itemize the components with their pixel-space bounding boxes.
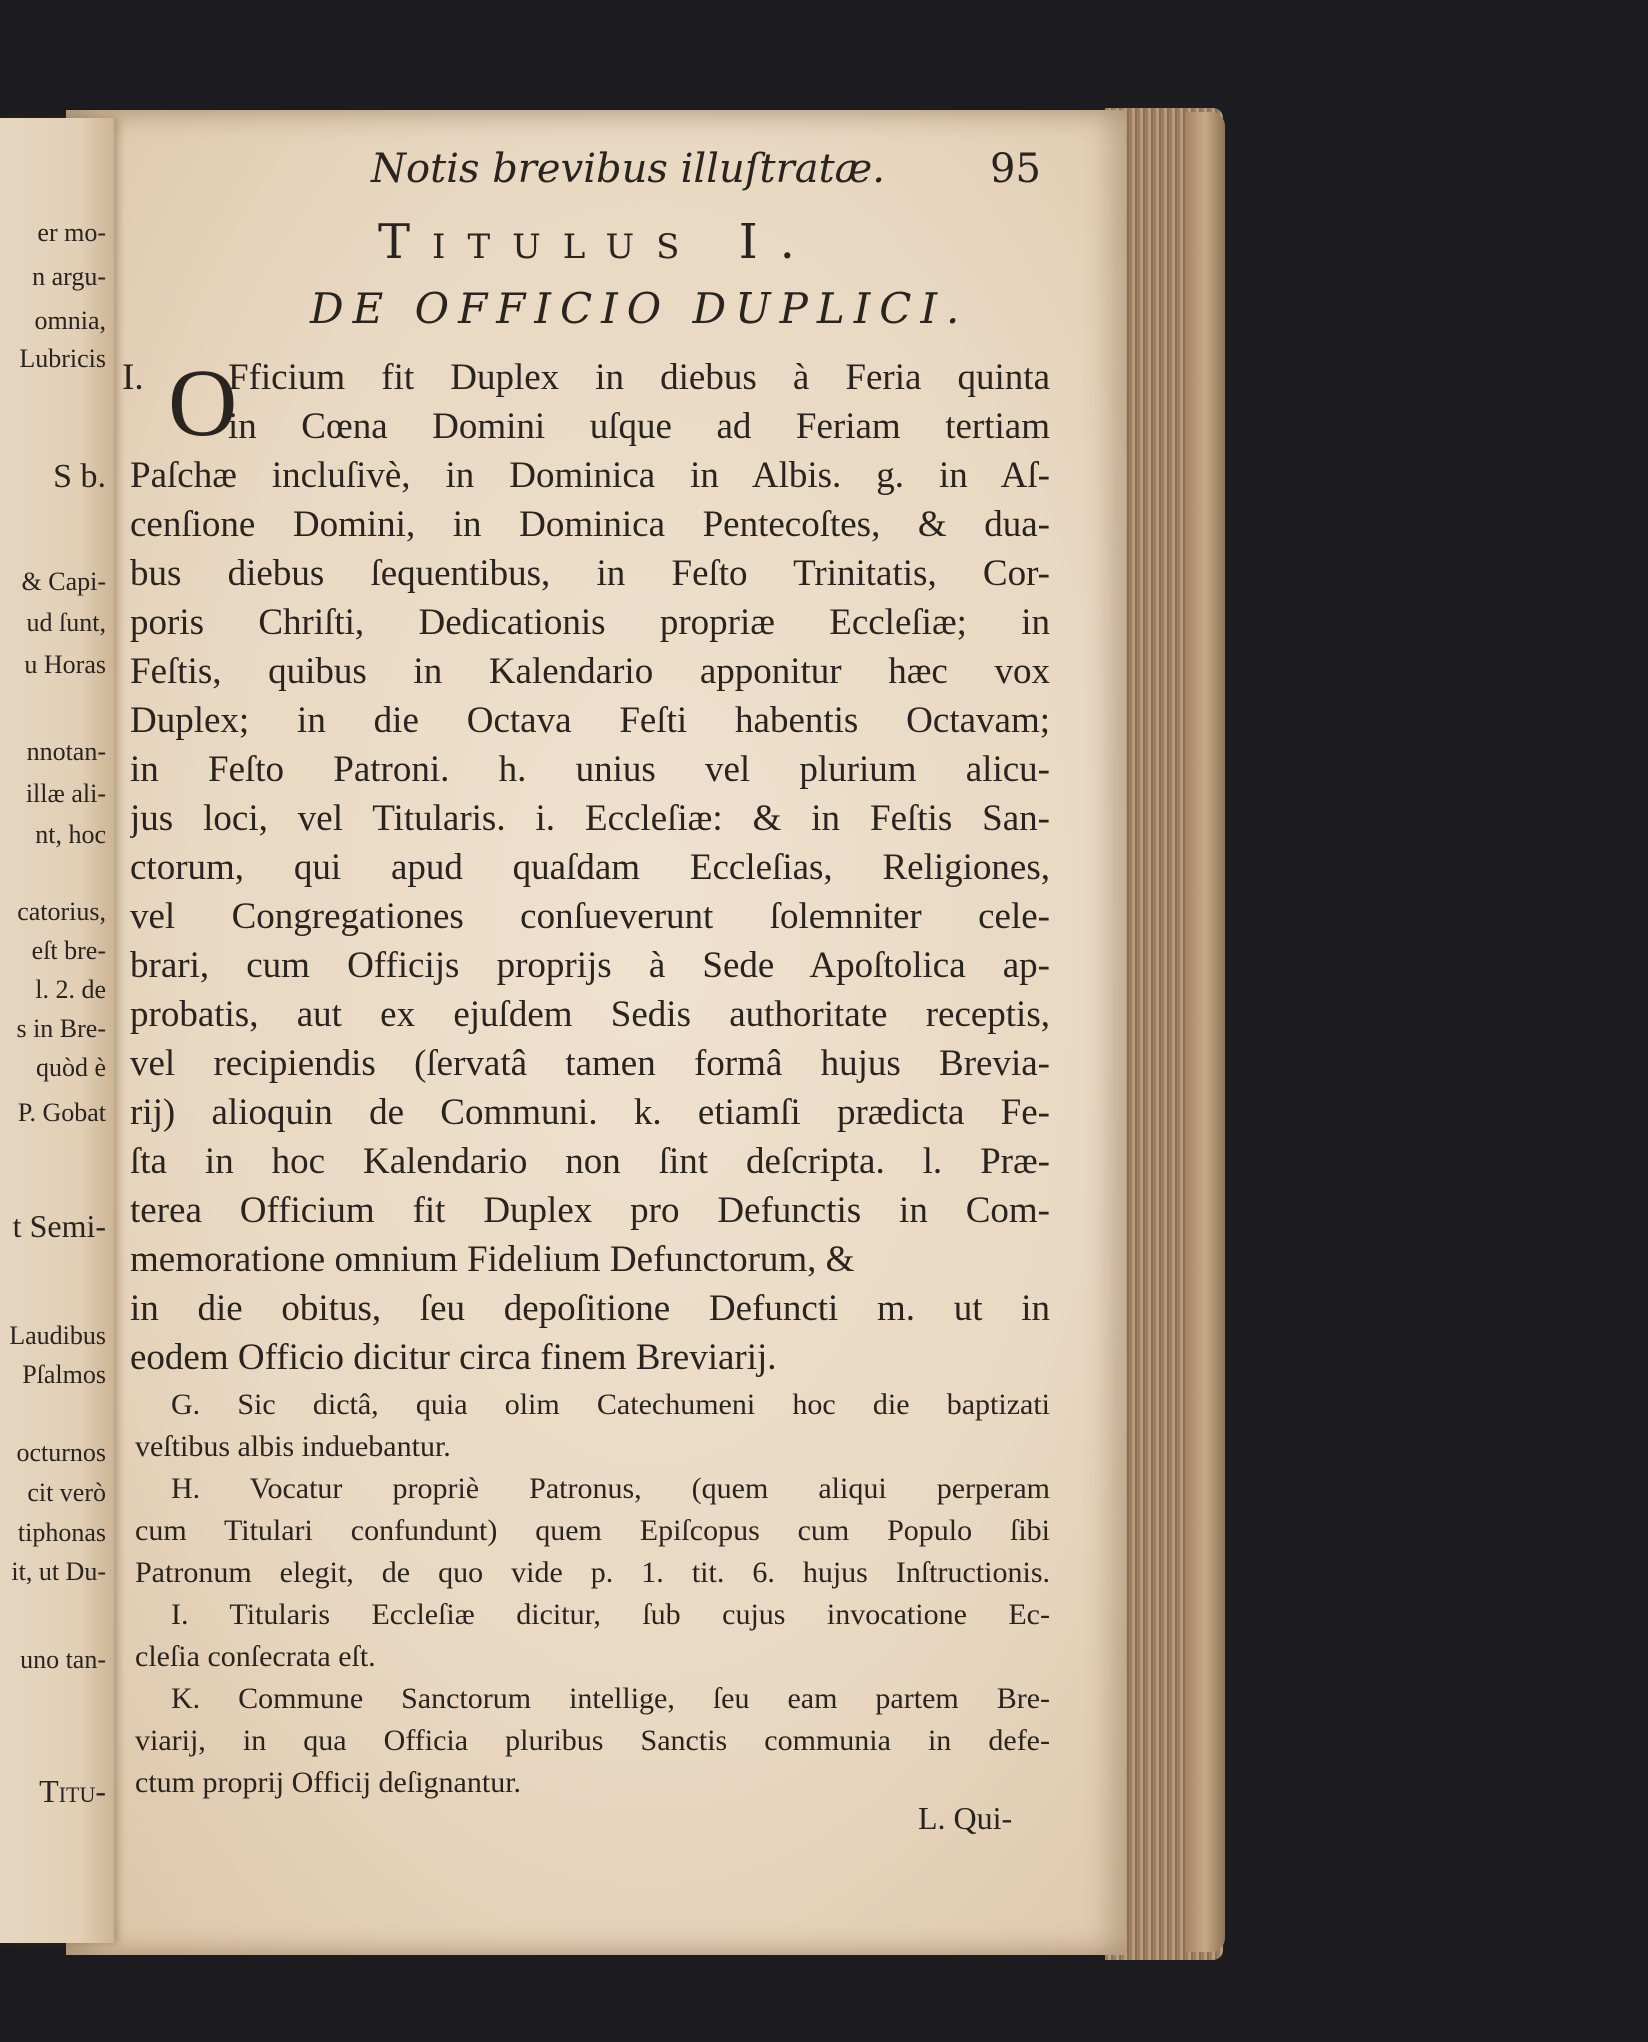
left-line: u Horas: [24, 650, 106, 679]
paragraph-number: I.: [122, 357, 144, 398]
chapter-title: Titulus I.: [378, 214, 817, 270]
left-line: quòd è: [35, 1053, 106, 1082]
left-line: tiphonas: [17, 1518, 106, 1547]
chapter-subtitle: DE OFFICIO DUPLICI.: [310, 284, 969, 333]
text-line: Fficium fit Duplex in diebus à Feria quinta: [228, 357, 1050, 398]
text-line: ctorum, qui apud quaſdam Eccleſias, Religiones,: [130, 847, 1050, 888]
running-title: Notis brevibus illuſtratæ.: [371, 146, 885, 192]
drop-cap: O: [168, 349, 238, 456]
text-line: brari, cum Officijs proprijs à Sede Apoſtolica ap-: [130, 945, 1050, 986]
left-line: ud ſunt,: [26, 608, 106, 637]
note-line: G. Sic dictâ, quia olim Catechumeni hoc die baptizati: [171, 1388, 1050, 1421]
left-line: Lubricis: [19, 344, 106, 373]
note-line: H. Vocatur propriè Patronus, (quem aliqui perperam: [171, 1472, 1050, 1505]
footnotes: [135, 1384, 1050, 1804]
note-line: cum Titulari confundunt) quem Epiſcopus cum Populo ſibi: [135, 1514, 1050, 1547]
text-line: in Feſto Patroni. h. unius vel plurium alicu-: [130, 749, 1050, 790]
text-line: bus diebus ſequentibus, in Feſto Trinitatis, Cor-: [130, 553, 1050, 594]
left-line: octurnos: [16, 1438, 106, 1467]
left-page-edge: [0, 118, 114, 1943]
left-line: l. 2. de: [35, 975, 106, 1004]
note-line: I. Titularis Eccleſiæ dicitur, ſub cujus invocatione Ec-: [171, 1598, 1050, 1631]
text-line: Duplex; in die Octava Feſti habentis Octavam;: [130, 700, 1050, 741]
left-line: nnotan-: [26, 737, 106, 766]
text-line: vel recipiendis (ſervatâ tamen formâ hujus Brevia-: [130, 1043, 1050, 1084]
left-line: n argu-: [32, 262, 106, 291]
book-cover-edge: [1185, 112, 1225, 1952]
main-text: [122, 349, 1050, 1382]
left-line: eſt bre-: [31, 936, 106, 965]
note-line: K. Commune Sanctorum intellige, ſeu eam partem Bre-: [171, 1682, 1050, 1715]
left-line: er mo-: [37, 218, 106, 247]
left-line: uno tan-: [20, 1645, 106, 1674]
text-line: probatis, aut ex ejuſdem Sedis authoritate receptis,: [130, 994, 1050, 1035]
note-line: viarij, in qua Officia pluribus Sanctis communia in defe-: [135, 1724, 1050, 1757]
note-line: ctum proprij Officij deſignantur.: [135, 1766, 522, 1799]
left-line: Titu-: [39, 1773, 106, 1809]
text-line: memoratione omnium Fidelium Defunctorum, &: [130, 1239, 855, 1280]
left-line: it, ut Du-: [11, 1557, 106, 1586]
text-line: ſta in hoc Kalendario non ſint deſcripta. l. Præ-: [130, 1141, 1050, 1182]
text-line: eodem Officio dicitur circa finem Breviarij.: [130, 1337, 777, 1378]
text-line: in die obitus, ſeu depoſitione Defuncti m. ut in: [130, 1288, 1050, 1329]
text-line: cenſione Domini, in Dominica Pentecoſtes, & dua-: [130, 504, 1050, 545]
left-line: P. Gobat: [17, 1098, 106, 1127]
note-line: veſtibus albis induebantur.: [135, 1430, 451, 1463]
left-line: Laudibus: [9, 1321, 106, 1350]
note-line: cleſia conſecrata eſt.: [135, 1640, 376, 1673]
left-line: illæ ali-: [25, 779, 106, 808]
text-line: Paſchæ incluſivè, in Dominica in Albis. g. in Aſ-: [130, 455, 1050, 496]
left-line: S b.: [53, 458, 106, 495]
text-line: jus loci, vel Titularis. i. Eccleſiæ: & in Feſtis San-: [130, 798, 1050, 839]
page-number: 95: [990, 146, 1041, 192]
left-line: omnia,: [34, 306, 106, 335]
text-line: rij) alioquin de Communi. k. etiamſi prædicta Fe-: [130, 1092, 1050, 1133]
note-line: Patronum elegit, de quo vide p. 1. tit. 6. hujus Inſtructionis.: [135, 1556, 1050, 1589]
left-line: Pſalmos: [22, 1360, 106, 1389]
text-line: terea Officium fit Duplex pro Defunctis in Com-: [130, 1190, 1050, 1231]
left-line: t Semi-: [12, 1208, 106, 1244]
left-line: nt, hoc: [35, 820, 106, 849]
catchword: L. Qui-: [918, 1800, 1013, 1836]
text-line: in Cœna Domini uſque ad Feriam tertiam: [228, 406, 1050, 447]
left-line: catorius,: [17, 897, 106, 926]
text-line: poris Chriſti, Dedicationis propriæ Eccleſiæ; in: [130, 602, 1050, 643]
left-line: cit verò: [27, 1478, 106, 1507]
left-line: s in Bre-: [16, 1014, 106, 1043]
text-line: Feſtis, quibus in Kalendario apponitur hæc vox: [130, 651, 1050, 692]
text-line: vel Congregationes conſueverunt ſolemniter cele-: [130, 896, 1050, 937]
left-line: & Capi-: [21, 567, 106, 596]
